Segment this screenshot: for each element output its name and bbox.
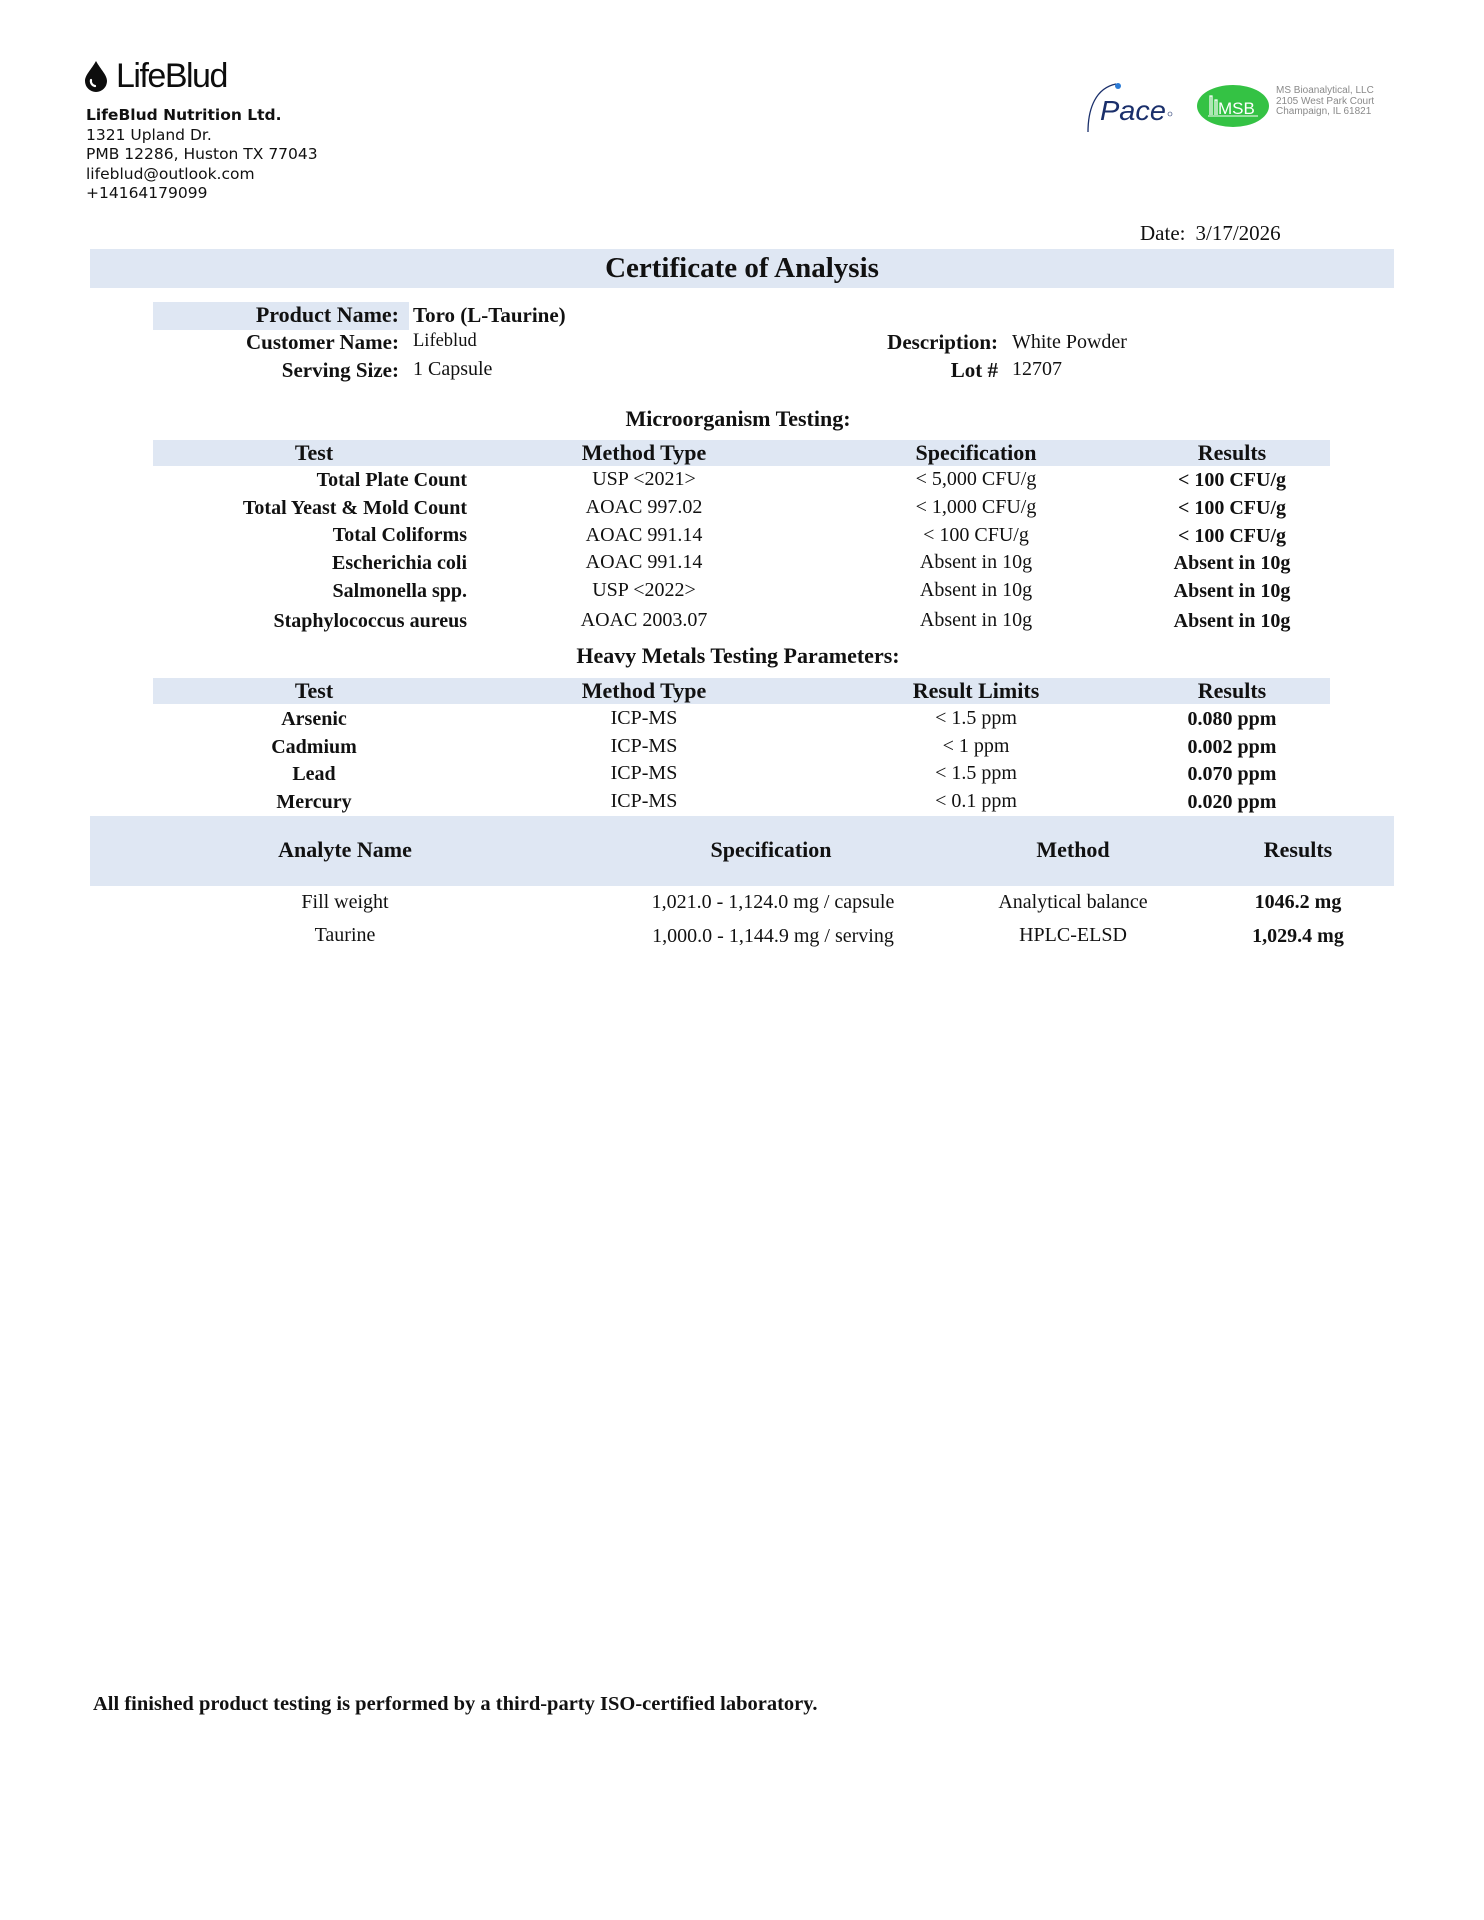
- brand-name: LifeBlud: [116, 56, 227, 95]
- company-email: lifeblud@outlook.com: [86, 164, 255, 183]
- product-name-value: Toro (L-Taurine): [413, 303, 566, 327]
- serving-size-value: 1 Capsule: [413, 358, 493, 380]
- analyte-spec: 1,021.0 - 1,124.0 mg / capsule: [651, 891, 895, 913]
- analyte-header-spec: Specification: [710, 837, 832, 862]
- micro-test: Escherichia coli: [332, 552, 467, 574]
- msb-street: 2105 West Park Court: [1276, 95, 1375, 107]
- micro-method: AOAC 997.02: [585, 496, 703, 518]
- metals-header-results: Results: [1197, 678, 1267, 703]
- micro-test: Total Yeast & Mold Count: [242, 497, 467, 519]
- micro-spec: Absent in 10g: [919, 609, 1033, 631]
- date-label: Date:: [1140, 221, 1186, 245]
- micro-spec: < 100 CFU/g: [923, 524, 1029, 546]
- description-value: White Powder: [1012, 331, 1127, 353]
- document-title: Certificate of Analysis: [605, 252, 879, 284]
- analyte-header-results: Results: [1263, 837, 1333, 862]
- company-phone: +14164179099: [86, 184, 208, 202]
- micro-section-title: Microorganism Testing:: [625, 406, 851, 431]
- analyte-spec: 1,000.0 - 1,144.9 mg / serving: [652, 925, 894, 947]
- analyte-header-method: Method: [1036, 837, 1110, 862]
- metals-test: Arsenic: [281, 708, 347, 730]
- metals-result: 0.002 ppm: [1187, 736, 1277, 758]
- company-address-line2: PMB 12286, Huston TX 77043: [86, 145, 318, 163]
- micro-header-test: Test: [294, 440, 334, 465]
- analyte-method: HPLC-ELSD: [1019, 924, 1127, 946]
- micro-spec: Absent in 10g: [919, 579, 1033, 601]
- msb-address: [1276, 86, 1374, 118]
- micro-test: Staphylococcus aureus: [273, 610, 467, 632]
- lot-value: 12707: [1012, 358, 1062, 380]
- brand-logo: [84, 58, 227, 94]
- metals-test: Cadmium: [271, 736, 357, 758]
- msb-city: Champaign, IL 61821: [1276, 106, 1372, 117]
- serving-size-label: Serving Size:: [281, 358, 399, 382]
- metals-method: ICP-MS: [610, 707, 678, 729]
- company-address: [86, 106, 318, 204]
- metals-method: ICP-MS: [610, 735, 678, 757]
- micro-result: Absent in 10g: [1173, 610, 1291, 632]
- micro-result: < 100 CFU/g: [1177, 525, 1287, 547]
- metals-test: Mercury: [276, 791, 352, 813]
- drop-icon: [84, 60, 108, 92]
- metals-test: Lead: [292, 763, 336, 785]
- micro-result: < 100 CFU/g: [1177, 469, 1287, 491]
- micro-spec: Absent in 10g: [919, 551, 1033, 573]
- micro-header-method: Method Type: [581, 440, 707, 465]
- analyte-name: Fill weight: [301, 891, 389, 913]
- footer-note: All finished product testing is performed by a third-party ISO-certified laboratory.: [93, 1693, 818, 1715]
- customer-name-label: Customer Name:: [246, 330, 399, 354]
- micro-test: Salmonella spp.: [332, 580, 467, 602]
- micro-test: Total Plate Count: [316, 469, 467, 491]
- micro-method: AOAC 2003.07: [580, 609, 708, 631]
- metals-header-method: Method Type: [581, 678, 707, 703]
- msb-name: MS Bioanalytical, LLC: [1276, 85, 1374, 96]
- product-name-label: Product Name:: [255, 302, 399, 327]
- metals-header-test: Test: [294, 678, 334, 703]
- micro-result: Absent in 10g: [1173, 552, 1291, 574]
- micro-method: AOAC 991.14: [585, 524, 703, 546]
- micro-test: Total Coliforms: [332, 524, 467, 546]
- description-label: Description:: [887, 330, 998, 354]
- company-name: LifeBlud Nutrition Ltd.: [86, 106, 282, 124]
- micro-method: USP <2021>: [592, 468, 696, 490]
- analyte-result: 1,029.4 mg: [1252, 925, 1344, 947]
- metals-method: ICP-MS: [610, 762, 678, 784]
- analyte-header-name: Analyte Name: [278, 837, 412, 862]
- micro-result: Absent in 10g: [1173, 580, 1291, 602]
- customer-name-value: Lifeblud: [413, 331, 477, 351]
- metals-section-title: Heavy Metals Testing Parameters:: [576, 643, 900, 668]
- company-address-line1: 1321 Upland Dr.: [86, 125, 212, 144]
- metals-header-limits: Result Limits: [912, 678, 1040, 703]
- micro-spec: < 1,000 CFU/g: [915, 496, 1037, 518]
- metals-result: 0.080 ppm: [1187, 708, 1277, 730]
- msb-logo: [1196, 84, 1270, 128]
- micro-method: AOAC 991.14: [585, 551, 703, 573]
- metals-limit: < 0.1 ppm: [935, 790, 1017, 812]
- date-value: 3/17/2026: [1195, 221, 1281, 245]
- pace-logo-text: Pace: [1100, 95, 1166, 126]
- metals-method: ICP-MS: [610, 790, 678, 812]
- metals-result: 0.070 ppm: [1187, 763, 1277, 785]
- metals-limit: < 1 ppm: [942, 735, 1010, 757]
- micro-method: USP <2022>: [592, 579, 696, 601]
- metals-limit: < 1.5 ppm: [935, 762, 1017, 784]
- micro-header-results: Results: [1197, 440, 1267, 465]
- lot-label: Lot #: [950, 358, 998, 382]
- analyte-method: Analytical balance: [998, 891, 1148, 913]
- date-line: [1140, 221, 1281, 246]
- analyte-name: Taurine: [314, 924, 376, 946]
- micro-spec: < 5,000 CFU/g: [915, 468, 1037, 490]
- msb-logo-text: MSB: [1218, 99, 1255, 118]
- micro-result: < 100 CFU/g: [1177, 497, 1287, 519]
- pace-logo: [1082, 78, 1178, 136]
- metals-limit: < 1.5 ppm: [935, 707, 1017, 729]
- analyte-result: 1046.2 mg: [1254, 891, 1342, 913]
- micro-header-spec: Specification: [915, 440, 1037, 465]
- metals-result: 0.020 ppm: [1187, 791, 1277, 813]
